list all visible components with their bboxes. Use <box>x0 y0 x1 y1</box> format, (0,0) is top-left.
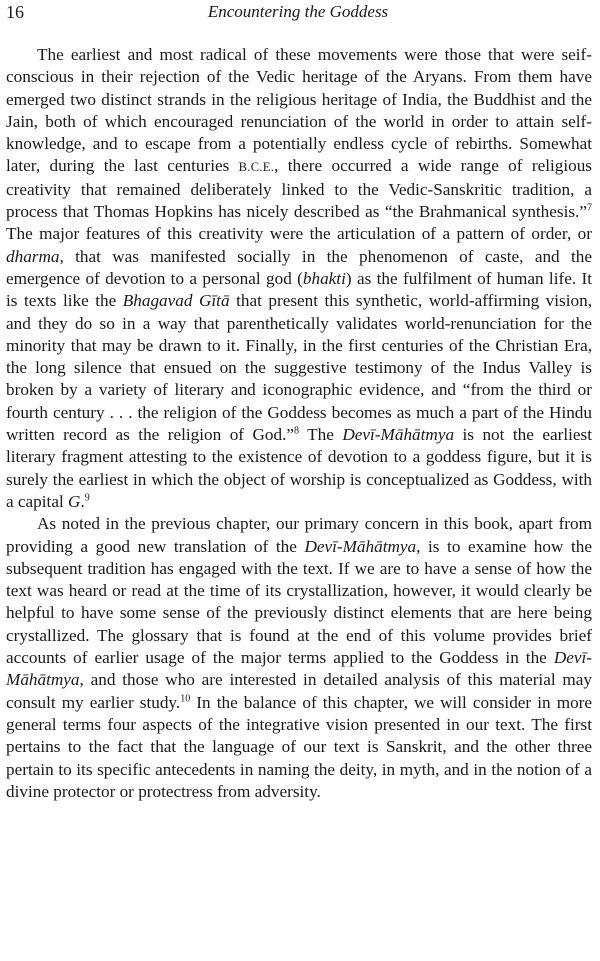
italic-term: bhakti <box>302 268 346 288</box>
paragraph <box>6 513 592 803</box>
italic-term: Devī-Māhātmya <box>304 536 417 556</box>
text-run: is not the earliest literary fragment attesting to the existence of devotion to a goddess figure, but it is surely the earliest in which the object of worship is conceptualized as Goddess, with a capital <box>6 425 592 511</box>
text-run: , there occurred a wide range of religious creativity that remained deliberately linked to the Vedic-Sanskritic tradition, a process that Thomas Hopkins has nicely described as “the Brahmanical synthesis.” <box>6 156 592 222</box>
page-number: 16 <box>6 2 24 22</box>
text-run: The earliest and most radical of these movements were those that were seif-conscious in their rejection of the Vedic heritage of the Aryans. From them have emerged two distinct strands in the religious heritage of India, the Buddhist and the Jain, both of which encouraged renunciation of the world in order to attain self-knowledge, and to escape from a potentially endless cycle of rebirths. Somewhat later, during the last centuries <box>6 45 592 176</box>
text-run: that present this synthetic, world-affirming vision, and they do so in a way that parenthetically validates world-renunciation for the minority that may be drawn to it. Finally, in the first centuries of the Christian Era, the long silence that ensued on the suggestive testimony of the Indus Valley is broken by a variety of literary and iconographic evidence, and “from the third or fourth century . . . the religion of the Goddess becomes as much a part of the Hindu written record as the religion of God.” <box>6 291 593 445</box>
text-run: ) as the fulfilment of human life. It is texts like the <box>6 268 592 311</box>
text-run: , and those who are interested in detailed analysis of this material may consult my earlier study. <box>6 670 592 712</box>
text-run: . <box>80 491 85 511</box>
italic-term: Devī-Māhātmya <box>342 425 455 445</box>
body-text <box>6 44 592 803</box>
text-run: As noted in the previous chapter, our primary concern in this book, apart from providing a good new translation of the <box>6 514 592 556</box>
text-run: In the balance of this chapter, we will consider in more general terms four aspects of the integrative vision presented in our text. The first pertains to the fact that the language of our text is Sanskrit, and the other three pertain to its specific antecedents in naming the deity, in myth, and in the notion of a divine protector or protectress from adversity. <box>6 692 593 801</box>
footnote-ref: 10 <box>180 692 191 704</box>
paragraph <box>6 44 592 513</box>
text-run: , is to examine how the subsequent tradition has engaged with the text. If we are to have a sense of how the text was heard or read at the time of its crystallization, however, it would clearly be helpful to have some sense of the previously distinct elements that are here being crystallized. The glossary that is found at the end of this volume provides brief accounts of earlier usage of the major terms applied to the Goddess in the <box>6 536 592 668</box>
running-head-title: Encountering the Goddess <box>207 2 389 21</box>
italic-term: G <box>68 491 81 511</box>
footnote-ref: 7 <box>587 202 592 214</box>
italic-term: dharma <box>6 246 60 266</box>
italic-term: Bhagavad Gītā <box>122 291 230 311</box>
small-caps-text: B.C.E. <box>238 160 275 175</box>
page-header <box>6 2 590 26</box>
footnote-ref: 8 <box>294 425 300 437</box>
italic-term: Devī-Māhātmya <box>6 648 592 690</box>
footnote-ref: 9 <box>84 492 90 504</box>
text-run: , that was manifested socially in the phenomenon of caste, and the emergence of devotion to a personal god ( <box>6 246 592 288</box>
text-run: The <box>299 425 343 445</box>
text-run: The major features of this creativity were the articulation of a pattern of order, or <box>6 224 592 244</box>
